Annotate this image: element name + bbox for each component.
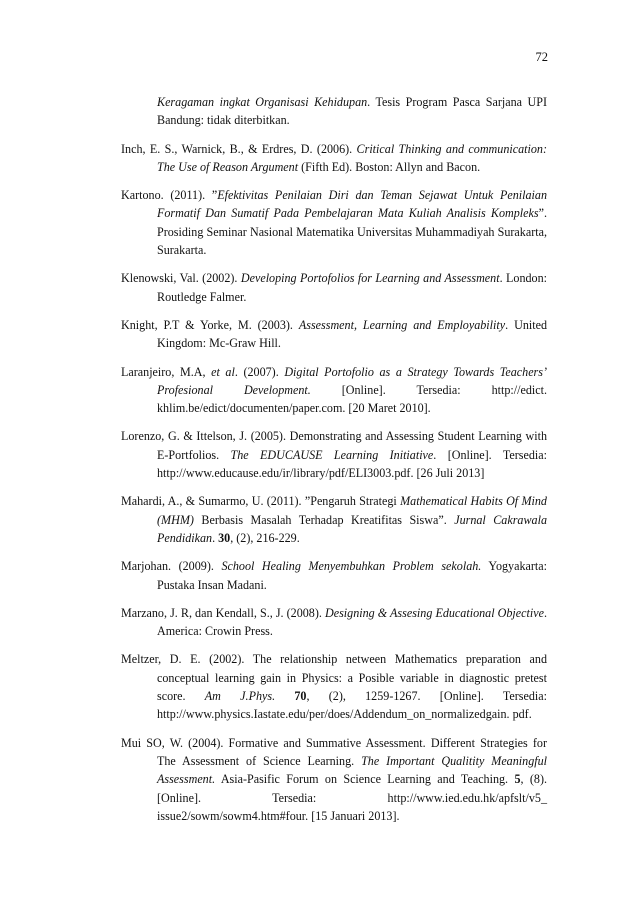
reference-text: [Online]. Tersedia: http://edict. khlim.be/edict/documenten/paper.com. [20 Maret 2010]. [157, 382, 547, 416]
reference-text: ”. Prosiding Seminar Nasional Matematika Universitas Muhammadiyah Surakarta, Surakarta. [157, 206, 547, 258]
reference-text: . United Kingdom: Mc-Graw Hill. [157, 317, 548, 351]
reference-text: Yogyakarta: Pustaka Insan Madani. [157, 559, 547, 592]
reference-text: . London: Routledge Falmer. [157, 271, 547, 304]
reference-text: Inch, E. S., Warnick, B., & Erdres, D. (2006). [121, 141, 357, 156]
reference-text: Laranjeiro, M.A, [121, 364, 212, 379]
reference-italic-text: Mathematical Habits Of Mind (MHM) [157, 494, 547, 527]
reference-bold-text: 70 [294, 689, 307, 704]
reference-italic-text: Efektivitas Penilaian Diri dan Teman Sejawat Untuk Penilaian Formatif Dan Sumatif Pada Pembelajaran Mata Kuliah Analisis Kompleks [157, 188, 547, 221]
reference-text: Meltzer, D. E. (2002). The relationship netween Mathematics preparation and conceptual learning gain in Physics: a Posible variable in diagnostic pretest score. [121, 652, 547, 704]
reference-text: . America: Crowin Press. [157, 605, 548, 639]
reference-entry-knight [121, 316, 547, 353]
reference-bold-text: 30 [218, 530, 231, 545]
reference-entry-keragaman [121, 93, 547, 130]
reference-italic-text: Developing Portofolios for Learning and Assessment [240, 271, 500, 286]
reference-text: Mui SO, W. (2004). Formative and Summative Assessment. Different Strategies for The Assessment of Science Learning. [121, 735, 547, 768]
reference-italic-text: et al [211, 364, 235, 379]
reference-text: Mahardi, A., & Sumarmo, U. (2011). ”Pengaruh Strategi [121, 494, 401, 509]
reference-italic-text: Designing & Assesing Educational Objective [324, 605, 544, 620]
reference-entry-kartono [121, 186, 547, 259]
reference-entry-mui-so [121, 734, 547, 825]
reference-italic-text: Am J.Phys. [204, 689, 276, 704]
reference-entry-inch [121, 140, 547, 177]
reference-entry-klenowski [121, 269, 547, 306]
reference-text: Knight, P.T & Yorke, M. (2003). [121, 317, 299, 332]
reference-italic-text: Critical Thinking and communication: The Use of Reason Argument [157, 141, 547, 174]
reference-italic-text: The Important Qualitity Meaningful Assessment. [157, 753, 548, 787]
reference-italic-text: Digital Portofolio as a Strategy Towards Teachers’ Profesional Development. [157, 364, 547, 397]
reference-entry-laranjeiro [121, 363, 547, 418]
reference-text: Marzano, J. R, dan Kendall, S., J. (2008). [121, 605, 325, 620]
reference-text: . Tesis Program Pasca Sarjana UPI Bandung: tidak diterbitkan. [157, 95, 547, 128]
reference-entry-lorenzo [121, 427, 547, 482]
page-number: 72 [535, 50, 548, 64]
reference-text: , (2), 1259-1267. [Online]. Tersedia: http://www.physics.Iastate.edu/per/does/Addendum_on_normalizedgain. pdf. [157, 689, 547, 722]
reference-italic-text: School Healing Menyembuhkan Problem sekolah. [221, 559, 482, 574]
reference-text: Marjohan. (2009). [121, 559, 222, 574]
reference-text: Lorenzo, G. & Ittelson, J. (2005). Demonstrating and Assessing Student Learning with E-Portfolios. [121, 429, 547, 462]
reference-text: (Fifth Ed). Boston: Allyn and Bacon. [298, 159, 481, 174]
reference-entry-meltzer [121, 650, 547, 723]
reference-text: Klenowski, Val. (2002). [121, 271, 241, 286]
reference-entry-marjohan [121, 557, 547, 594]
reference-list [121, 93, 547, 835]
reference-entry-marzano [121, 604, 547, 641]
reference-text [275, 689, 294, 703]
reference-text: , (8). [Online]. Tersedia: http://www.ied.edu.hk/apfslt/v5_ issue2/sowm/sowm4.htm#four. [15 Januari 2013]. [157, 772, 547, 823]
reference-text: , (2), 216-229. [230, 530, 300, 545]
reference-text: . [Online]. Tersedia: http://www.educause.edu/ir/library/pdf/ELI3003.pdf. [26 Juli 2013] [157, 447, 547, 481]
reference-text: . (2007). [234, 364, 285, 379]
reference-bold-text: 5 [514, 772, 521, 787]
reference-italic-text: Jurnal Cakrawala Pendidikan [157, 512, 547, 545]
reference-entry-mahardi [121, 492, 547, 547]
reference-text: Asia-Pasific Forum on Science Learning and Teaching. [215, 772, 515, 787]
reference-text: . [212, 530, 219, 545]
reference-italic-text: Assessment, Learning and Employability [298, 317, 506, 332]
reference-text: Kartono. (2011). ” [121, 188, 218, 203]
reference-text: Berbasis Masalah Terhadap Kreatifitas Siswa”. [193, 512, 455, 527]
reference-italic-text: Keragaman ingkat Organisasi Kehidupan [157, 95, 368, 109]
reference-italic-text: The EDUCAUSE Learning Initiative [230, 447, 434, 462]
